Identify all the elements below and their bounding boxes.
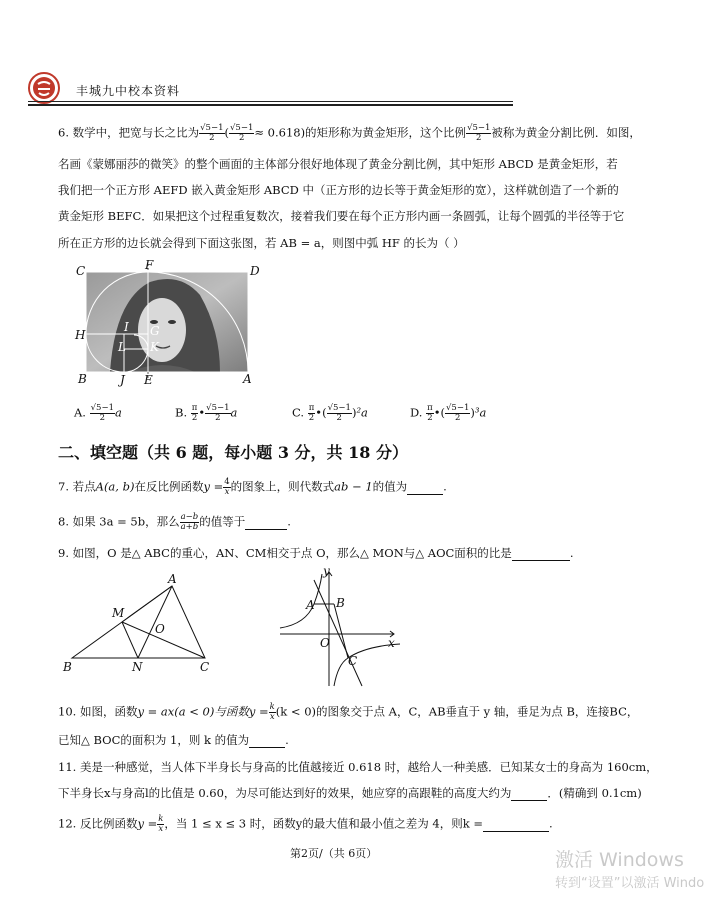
fig6-label-D: D bbox=[250, 264, 260, 278]
q6-option-B[interactable]: B. $\frac{\pi}{2}$ • $\frac{√5-1}{2}$ a bbox=[175, 403, 238, 423]
q8-answer-blank[interactable] bbox=[245, 515, 287, 530]
golden-ratio-fraction: $\frac{√5-1}{2}$ bbox=[200, 123, 224, 143]
section-title: 二、填空题（共 6 题，每小题 3 分，共 18 分） bbox=[58, 443, 408, 462]
fig6-label-G: G bbox=[150, 324, 160, 338]
q12-answer-blank[interactable] bbox=[483, 817, 549, 832]
fig9-label-C: C bbox=[200, 660, 210, 674]
q6-option-D[interactable]: D. $\frac{\pi}{2}$ •( $\frac{√5-1}{2}$ )³a bbox=[410, 403, 487, 423]
q6-line5: 所在正方形的边长就会得到下面这张图，若 AB = a，则图中弧 HF 的长为（ ） bbox=[58, 236, 465, 250]
fig6-label-I: I bbox=[124, 320, 129, 334]
fig9-label-B: B bbox=[63, 660, 72, 674]
hyperbola-figure bbox=[276, 566, 406, 690]
fig6-label-A: A bbox=[243, 372, 252, 386]
q6-option-A[interactable]: A. $\frac{√5-1}{2}$ a bbox=[74, 403, 122, 423]
q11-line2: 下半身长x与身高l的比值是 0.60，为尽可能达到好的效果，她应穿的高跟鞋的高度大约为 ．(精确到 0.1cm) bbox=[58, 786, 642, 800]
q10-answer-blank[interactable] bbox=[249, 733, 285, 748]
q6-line4: 黄金矩形 BEFC．如果把这个过程重复数次，接着我们要在每个正方形内画一条圆弧，让每个圆弧的半径等于它 bbox=[58, 209, 625, 223]
activation-watermark-title: 激活 Windows bbox=[555, 849, 684, 871]
q10-line1: 10. 如图，函数y = ax(a < 0)与函数y = $\frac{k}{x}$ (k < 0)的图象交于点 A，C，AB垂直于 y 轴，垂足为点 B，连接BC， bbox=[58, 702, 639, 722]
fig6-label-E: E bbox=[144, 373, 153, 387]
q6-option-C[interactable]: C. $\frac{\pi}{2}$ •( $\frac{√5-1}{2}$ )²a bbox=[292, 403, 368, 423]
activation-watermark-hint: 转到“设置”以激活 Windo bbox=[555, 876, 705, 891]
header-rule-top bbox=[28, 101, 513, 102]
mona-lisa-figure bbox=[70, 260, 270, 388]
q6-line1: 6. 数学中，把宽与长之比为 $\frac{√5-1}{2}$ ( $\frac{√5-1}{2}$ ≈ 0.618)的矩形称为黄金矩形，这个比例 $\frac{√5-1}{2}$ 被称为黄金分割比例．如图， bbox=[58, 123, 641, 143]
fig6-label-J: J bbox=[120, 373, 125, 387]
q9: 9. 如图，O 是△ ABC的重心，AN、CM相交于点 O，那么△ MON与△ AOC面积的比是 . bbox=[58, 546, 574, 560]
fig9r-label-C: C bbox=[348, 654, 358, 668]
header-rule-bottom bbox=[28, 104, 513, 106]
q7: 7. 若点A(a, b)在反比例函数y = $\frac{4}{x}$ 的图象上，则代数式ab − 1的值为 . bbox=[58, 477, 447, 497]
q6-line2: 名画《蒙娜丽莎的微笑》的整个画面的主体部分很好地体现了黄金分割比例，其中矩形 ABCD 是黄金矩形，若 bbox=[58, 157, 618, 171]
q11-answer-blank[interactable] bbox=[511, 786, 547, 801]
fig9-label-O: O bbox=[155, 622, 165, 636]
page-number: 第2页/（共 6页） bbox=[290, 847, 378, 860]
fig9r-label-B: B bbox=[336, 596, 345, 610]
fig9-label-M: M bbox=[112, 606, 125, 620]
fig6-label-L: L bbox=[118, 340, 126, 354]
fig6-label-H: H bbox=[75, 328, 86, 342]
q10-line2: 已知△ BOC的面积为 1，则 k 的值为 . bbox=[58, 733, 289, 747]
triangle-figure bbox=[60, 572, 220, 676]
fig9-label-N: N bbox=[132, 660, 143, 674]
fig9r-label-A: A bbox=[306, 598, 315, 612]
q7-answer-blank[interactable] bbox=[407, 480, 443, 495]
fig6-label-B: B bbox=[78, 372, 87, 386]
school-logo bbox=[28, 72, 60, 104]
fig9r-label-O: O bbox=[320, 636, 330, 650]
school-name: 丰城九中校本资料 bbox=[76, 84, 181, 98]
q12: 12. 反比例函数y = $\frac{k}{x}$ ，当 1 ≤ x ≤ 3 时，函数y的最大值和最小值之差为 4，则k = . bbox=[58, 814, 553, 834]
fig6-label-K: K bbox=[150, 340, 159, 354]
fig9r-label-y: y bbox=[323, 564, 330, 578]
q9-answer-blank[interactable] bbox=[512, 546, 570, 561]
fig6-label-C: C bbox=[76, 264, 86, 278]
q8: 8. 如果 3a = 5b，那么 $\frac{a-b}{a+b}$ 的值等于 . bbox=[58, 512, 291, 532]
fig9-label-A: A bbox=[168, 572, 177, 586]
fig6-label-F: F bbox=[145, 258, 154, 272]
fig9r-label-x: x bbox=[388, 636, 395, 650]
q11-line1: 11. 美是一种感觉，当人体下半身长与身高的比值越接近 0.618 时，越给人一种美感．已知某女士的身高为 160cm， bbox=[58, 760, 658, 774]
q6-line3: 我们把一个正方形 AEFD 嵌入黄金矩形 ABCD 中（正方形的边长等于黄金矩形的宽），这样就创造了一个新的 bbox=[58, 183, 619, 197]
